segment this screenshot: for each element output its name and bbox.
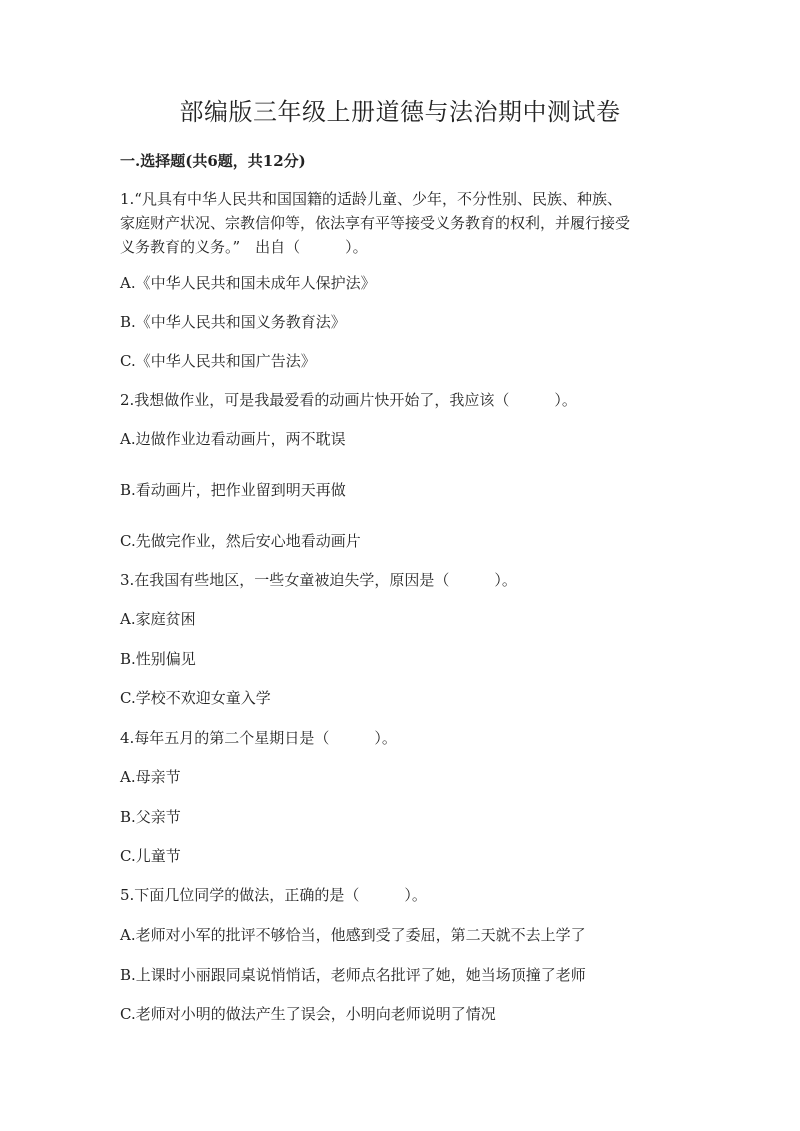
question-2-option-c: C.先做完作业，然后安心地看动画片 <box>120 532 361 550</box>
question-2-stem: 2.我想做作业，可是我最爱看的动画片快开始了，我应该（ ）。 <box>120 391 577 409</box>
section-heading: 一.选择题(共6题，共12分) <box>120 152 306 170</box>
question-5-option-b: B.上课时小丽跟同桌说悄悄话，老师点名批评了她，她当场顶撞了老师 <box>120 966 586 984</box>
question-3-option-c: C.学校不欢迎女童入学 <box>120 689 271 707</box>
question-1-option-a: A.《中华人民共和国未成年人保护法》 <box>120 274 376 292</box>
question-5-stem: 5.下面几位同学的做法，正确的是（ ）。 <box>120 886 427 904</box>
page-title: 部编版三年级上册道德与法治期中测试卷 <box>179 98 621 126</box>
question-4-stem: 4.每年五月的第二个星期日是（ ）。 <box>120 729 397 747</box>
question-1-stem-line-3: 义务教育的义务。” 出自（ ）。 <box>120 238 368 256</box>
question-4-option-c: C.儿童节 <box>120 847 181 865</box>
question-1-stem-line-1: 1.“凡具有中华人民共和国国籍的适龄儿童、少年，不分性别、民族、种族、 <box>120 190 622 208</box>
question-5-option-a: A.老师对小军的批评不够恰当，他感到受了委屈，第二天就不去上学了 <box>120 926 586 944</box>
question-3-option-b: B.性别偏见 <box>120 650 196 668</box>
question-3-stem: 3.在我国有些地区，一些女童被迫失学，原因是（ ）。 <box>120 571 517 589</box>
question-2-option-a: A.边做作业边看动画片，两不耽误 <box>120 430 346 448</box>
question-5-option-c: C.老师对小明的做法产生了误会，小明向老师说明了情况 <box>120 1005 496 1023</box>
question-1-option-c: C.《中华人民共和国广告法》 <box>120 352 316 370</box>
question-3-option-a: A.家庭贫困 <box>120 610 196 628</box>
question-1-option-b: B.《中华人民共和国义务教育法》 <box>120 313 346 331</box>
question-4-option-a: A.母亲节 <box>120 768 181 786</box>
question-2-option-b: B.看动画片，把作业留到明天再做 <box>120 481 346 499</box>
question-1-stem-line-2: 家庭财产状况、宗教信仰等，依法享有平等接受义务教育的权利，并履行接受 <box>120 214 631 232</box>
question-4-option-b: B.父亲节 <box>120 808 181 826</box>
